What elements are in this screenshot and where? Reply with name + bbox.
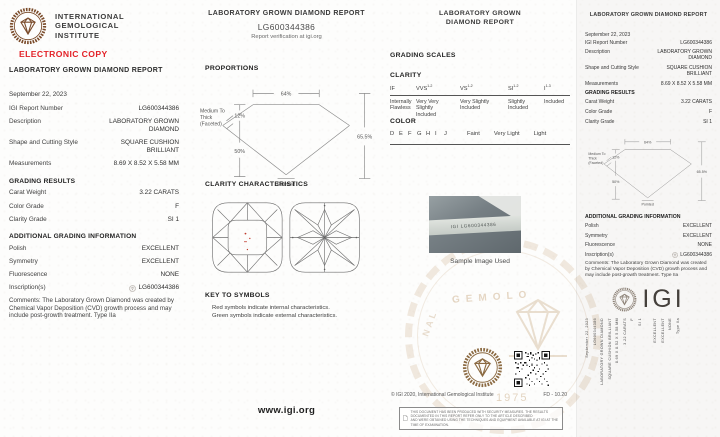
stub-line: LG600344386	[592, 318, 597, 346]
field-value: 8.69 X 8.52 X 5.58 MM	[660, 80, 712, 87]
clarity-grade-abbr: VVS$^{1-2}$	[416, 84, 433, 92]
field-label: Description	[9, 117, 41, 125]
clarity-grade-abbr: VS$^{1-2}$	[460, 84, 473, 92]
stub-line: 8.69 X 8.52 X 5.58 MM	[615, 318, 619, 364]
field-row	[9, 136, 179, 157]
stub-line: EXCELLENT	[660, 318, 665, 344]
field-label: Description	[585, 49, 611, 56]
field-row	[9, 187, 179, 200]
field-label: Shape and Cutting Style	[585, 65, 639, 72]
color-range-label: Very Light	[493, 131, 520, 137]
sample-image-caption: Sample Image Used	[450, 258, 510, 265]
field-value: SI 1	[703, 118, 712, 125]
stub-line: EXCELLENT	[653, 318, 657, 344]
field-value: EXCELLENT	[141, 244, 179, 252]
girdle-inscription-text: IGI LG600344386	[450, 221, 497, 230]
field-row	[9, 102, 179, 115]
document-icon	[403, 413, 408, 423]
field-row	[585, 241, 712, 251]
color-grade-letter: F	[408, 131, 412, 137]
igi-logo-text: IGI	[642, 285, 685, 314]
clarity-scale-table	[390, 84, 570, 118]
clarity-characteristics-header: CLARITY CHARACTERISTICS	[205, 181, 309, 188]
field-label: IGI Report Number	[585, 39, 628, 46]
inscription-number: LG600344386	[680, 251, 712, 258]
field-row	[585, 98, 712, 108]
field-row	[9, 115, 179, 136]
igi-logo-large	[585, 287, 712, 312]
inscription-value	[672, 252, 712, 258]
igi-seal-icon	[462, 347, 503, 388]
clarity-grade-desc: Slightly Included	[508, 98, 529, 112]
clarity-abbr-row	[390, 84, 570, 92]
grading-scales-header: GRADING SCALES	[390, 52, 456, 59]
field-label: Polish	[585, 223, 599, 230]
field-value: SQUARE CUSHION BRILLIANT	[666, 65, 712, 78]
field-value: EXCELLENT	[682, 232, 712, 239]
stub-line: SI 1	[637, 318, 642, 327]
field-value: LABORATORY GROWN DIAMOND	[657, 49, 712, 62]
inscription-row	[9, 282, 179, 295]
clarity-scale-header: CLARITY	[390, 72, 422, 79]
key-line-internal: Red symbols indicate internal characteristics.	[212, 305, 330, 311]
org-name-line: GEMOLOGICAL	[55, 21, 119, 31]
igi-seal-icon	[9, 7, 47, 45]
color-scale-header: COLOR	[390, 118, 417, 125]
inscription-value	[129, 284, 179, 292]
field-label: Shape and Cutting Style	[9, 138, 78, 146]
color-grade-letter: J	[444, 131, 447, 137]
field-value: EXCELLENT	[141, 258, 179, 266]
report-title: LABORATORY GROWN DIAMOND REPORT	[9, 67, 163, 74]
proportions-diagram-small	[587, 134, 711, 207]
field-label: Color Grade	[9, 202, 44, 210]
clarity-plot-diagram	[204, 196, 368, 279]
key-line-external: Green symbols indicate external characteristics.	[212, 312, 338, 319]
igi-inscription-logo-icon	[129, 285, 136, 292]
field-value: NONE	[160, 271, 179, 279]
report-details-panel	[0, 0, 188, 437]
watermark-arc-text-left: NAL	[420, 308, 440, 338]
stub-line: F	[630, 318, 634, 322]
watermark-arc-text: GEMOLO	[451, 289, 533, 306]
right-report-date: September 22, 2023	[585, 32, 631, 38]
proportions-header: PROPORTIONS	[205, 65, 259, 72]
field-row	[9, 269, 179, 282]
field-row	[585, 48, 712, 64]
field-value: SI 1	[167, 215, 179, 223]
watermark-year: 1975	[496, 392, 529, 404]
field-label: Polish	[9, 244, 27, 252]
stub-line: NONE	[668, 318, 672, 331]
org-name	[55, 12, 124, 41]
report-date: September 22, 2023	[9, 91, 67, 98]
color-grade-letter: I	[435, 131, 437, 137]
proportions-diagram	[198, 82, 378, 188]
website-url: www.igi.org	[257, 405, 316, 416]
field-value: LABORATORY GROWN DIAMOND	[109, 117, 179, 133]
right-report-title: LABORATORY GROWN DIAMOND REPORT	[589, 12, 708, 18]
field-row	[9, 213, 179, 226]
electronic-copy-label: ELECTRONIC COPY	[19, 49, 108, 59]
inscription-row	[585, 250, 712, 260]
clarity-grade-desc: Internally Flawless	[390, 98, 412, 112]
scales-title-line: DIAMOND REPORT	[445, 18, 515, 26]
stub-line: 3.22 CARATS	[622, 318, 627, 346]
field-row	[585, 107, 712, 117]
disclaimer-text: THIS DOCUMENT HAS BEEN PRODUCED WITH SECURITY MEASURES. THE RESULTS DOCUMENTED IN THIS REPORT REFER ONLY TO THE ARTICLE DESCRIBED AND WERE OBTAINED USING THE TECHNIQUES AND EQUIPMENT AVAILABLE AT IGI AT THE TIME OF EXAMINATION.	[410, 410, 559, 427]
field-label: Carat Weight	[585, 99, 615, 106]
org-name-line: INSTITUTE	[55, 30, 100, 40]
field-label: Measurements	[9, 160, 52, 168]
field-value: LG600344386	[138, 104, 179, 112]
center-report-number: LG600344386	[257, 22, 316, 32]
field-row	[9, 256, 179, 269]
stub-line: LABORATORY GROWN DIAMOND	[600, 318, 604, 386]
igi-inscription-logo-icon	[672, 252, 678, 258]
field-label: Carat Weight	[9, 189, 47, 197]
color-scale-rule	[390, 144, 570, 145]
field-row	[585, 231, 712, 241]
inscription-label: Inscription(s)	[9, 284, 46, 292]
clarity-scale-rule	[390, 95, 570, 96]
field-row	[9, 158, 179, 171]
sample-photo	[429, 196, 521, 253]
field-label: Color Grade	[585, 108, 613, 115]
copyright-text: © IGI 2020, International Gemological Institute	[391, 392, 494, 398]
field-value: F	[708, 108, 712, 115]
field-value: LG600344386	[680, 39, 712, 46]
field-label: Measurements	[585, 80, 619, 87]
grading-results-header: GRADING RESULTS	[585, 90, 635, 97]
internal-characteristic-marks	[244, 233, 250, 250]
field-label: Clarity Grade	[585, 118, 615, 125]
field-row	[9, 242, 179, 255]
clarity-grade-abbr: SI$^{1-2}$	[508, 84, 519, 92]
additional-grading-header: ADDITIONAL GRADING INFORMATION	[585, 213, 681, 220]
additional-grading-header: ADDITIONAL GRADING INFORMATION	[9, 233, 137, 241]
clarity-grade-abbr: IF	[390, 85, 395, 92]
color-range-label: Light	[533, 131, 547, 137]
field-value: 3.22 CARATS	[139, 189, 179, 197]
scales-title-line: LABORATORY GROWN	[438, 10, 522, 17]
field-value: 8.69 X 8.52 X 5.58 MM	[113, 160, 179, 168]
field-value: SQUARE CUSHION BRILLIANT	[120, 138, 179, 154]
field-label: Fluorescence	[9, 271, 48, 279]
color-grade-letter: G	[417, 131, 422, 137]
key-to-symbols-header: KEY TO SYMBOLS	[205, 292, 270, 299]
key-to-symbols-text	[212, 305, 337, 320]
comments-text: Comments: The Laboratory Grown Diamond was created by Chemical Vapor Deposition (CVD) growth process and may include post-growth treatment. Type IIa	[585, 260, 708, 278]
field-label: Clarity Grade	[9, 215, 47, 223]
comments-text: Comments: The Laboratory Grown Diamond was created by Chemical Vapor Deposition (CVD) growth process and may include post-growth treatment. Type IIa	[9, 297, 174, 320]
disclaimer-box	[399, 407, 563, 430]
form-code: FD - 10.20	[543, 392, 567, 398]
org-name-line: INTERNATIONAL	[55, 11, 125, 21]
diagrams-panel	[188, 0, 385, 437]
field-row	[585, 221, 712, 231]
verification-note: Report verification at igi.org	[251, 34, 322, 40]
stub-vertical-text	[585, 318, 712, 390]
inscription-number: LG600344386	[138, 284, 179, 292]
grading-results-header: GRADING RESULTS	[9, 177, 76, 185]
color-scale-row	[390, 131, 570, 137]
color-range-label: Faint	[467, 131, 480, 137]
clarity-grade-desc: Very Very Slightly Included	[416, 98, 439, 118]
stub-line: September 22, 2023	[585, 318, 589, 359]
field-value: EXCELLENT	[682, 223, 712, 230]
field-row	[585, 79, 712, 89]
field-row	[585, 117, 712, 127]
igi-logo	[9, 7, 179, 45]
inscription-label: Inscription(s)	[585, 251, 614, 258]
clarity-grade-desc: Included	[544, 98, 565, 105]
field-label: IGI Report Number	[9, 104, 63, 112]
color-grade-letter: H	[426, 131, 431, 137]
girdle-inscription-band	[429, 215, 521, 235]
grading-scales-panel	[385, 0, 575, 437]
clarity-grade-abbr: $I^{1-3}$	[544, 84, 551, 92]
field-row	[585, 38, 712, 48]
field-value: NONE	[697, 242, 712, 249]
field-label: Symmetry	[585, 232, 608, 239]
condensed-report-panel	[577, 0, 720, 437]
igi-seal-icon	[612, 287, 637, 312]
field-row	[585, 63, 712, 79]
stub-line: Type IIa	[675, 318, 680, 335]
qr-code	[514, 351, 550, 387]
field-value: F	[175, 202, 179, 210]
stub-line: SQUARE CUSHION BRILLIANT	[607, 318, 612, 381]
field-label: Symmetry	[9, 258, 38, 266]
color-grade-letter: E	[399, 131, 403, 137]
field-label: Fluorescence	[585, 242, 616, 249]
color-grade-letter: D	[390, 131, 395, 137]
field-row	[9, 200, 179, 213]
field-value: 3.22 CARATS	[680, 99, 712, 106]
clarity-grade-desc: Very Slightly Included	[460, 98, 490, 112]
center-report-title: LABORATORY GROWN DIAMOND REPORT	[208, 10, 365, 17]
scales-report-title	[385, 10, 575, 27]
